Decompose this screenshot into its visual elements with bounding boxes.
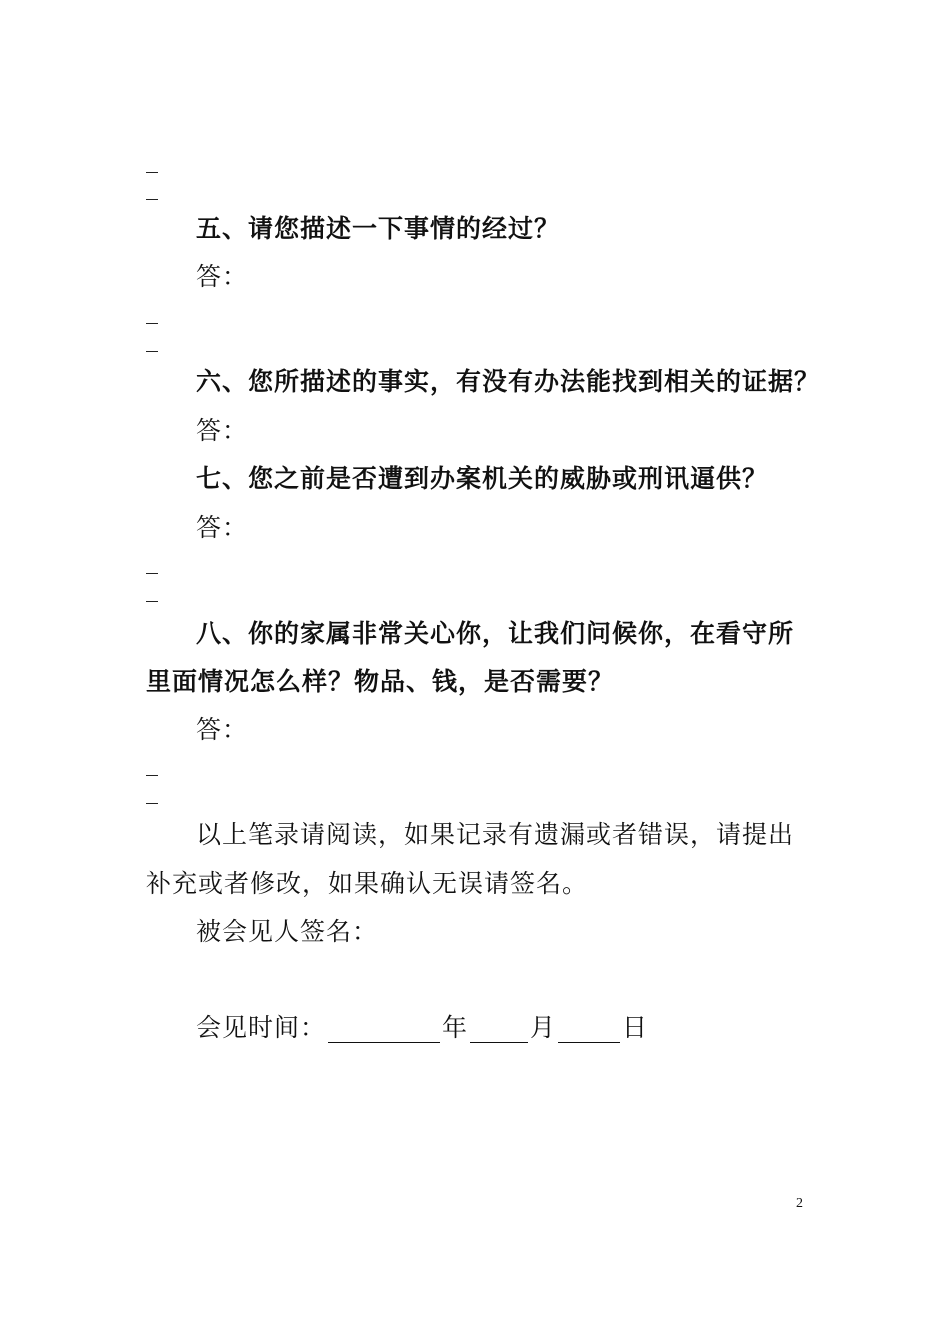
answer-line-marker	[146, 172, 158, 173]
answer-label: 答：	[196, 513, 249, 542]
answer-line-marker	[146, 199, 158, 200]
closing-line1: 以上笔录请阅读，如果记录有遗漏或者错误，请提出	[196, 820, 795, 849]
question-8-line1: 八、你的家属非常关心你，让我们问候你，在看守所	[196, 619, 795, 648]
meeting-time-row	[196, 1013, 648, 1043]
month-blank[interactable]	[470, 1016, 528, 1043]
answer-line-marker	[146, 323, 158, 324]
answer-line-marker	[146, 803, 158, 804]
meeting-time-label: 会见时间：	[196, 1013, 327, 1042]
page-number: 2	[796, 1196, 803, 1211]
month-label: 月	[530, 1013, 557, 1042]
closing-line2: 补充或者修改，如果确认无误请签名。	[146, 869, 589, 898]
day-blank[interactable]	[558, 1016, 620, 1043]
question-6: 六、您所描述的事实，有没有办法能找到相关的证据？	[196, 367, 821, 396]
signature-label: 被会见人签名：	[196, 917, 379, 946]
answer-label: 答：	[196, 262, 249, 291]
answer-line-marker	[146, 573, 158, 574]
answer-line-marker	[146, 775, 158, 776]
year-blank[interactable]	[328, 1016, 440, 1043]
answer-label: 答：	[196, 715, 249, 744]
question-8-line2: 里面情况怎么样？物品、钱，是否需要？	[146, 667, 615, 696]
day-label: 日	[622, 1013, 649, 1042]
year-label: 年	[442, 1013, 469, 1042]
answer-line-marker	[146, 601, 158, 602]
question-5: 五、请您描述一下事情的经过？	[196, 214, 561, 243]
answer-label: 答：	[196, 416, 249, 445]
question-7: 七、您之前是否遭到办案机关的威胁或刑讯逼供？	[196, 464, 769, 493]
answer-line-marker	[146, 351, 158, 352]
